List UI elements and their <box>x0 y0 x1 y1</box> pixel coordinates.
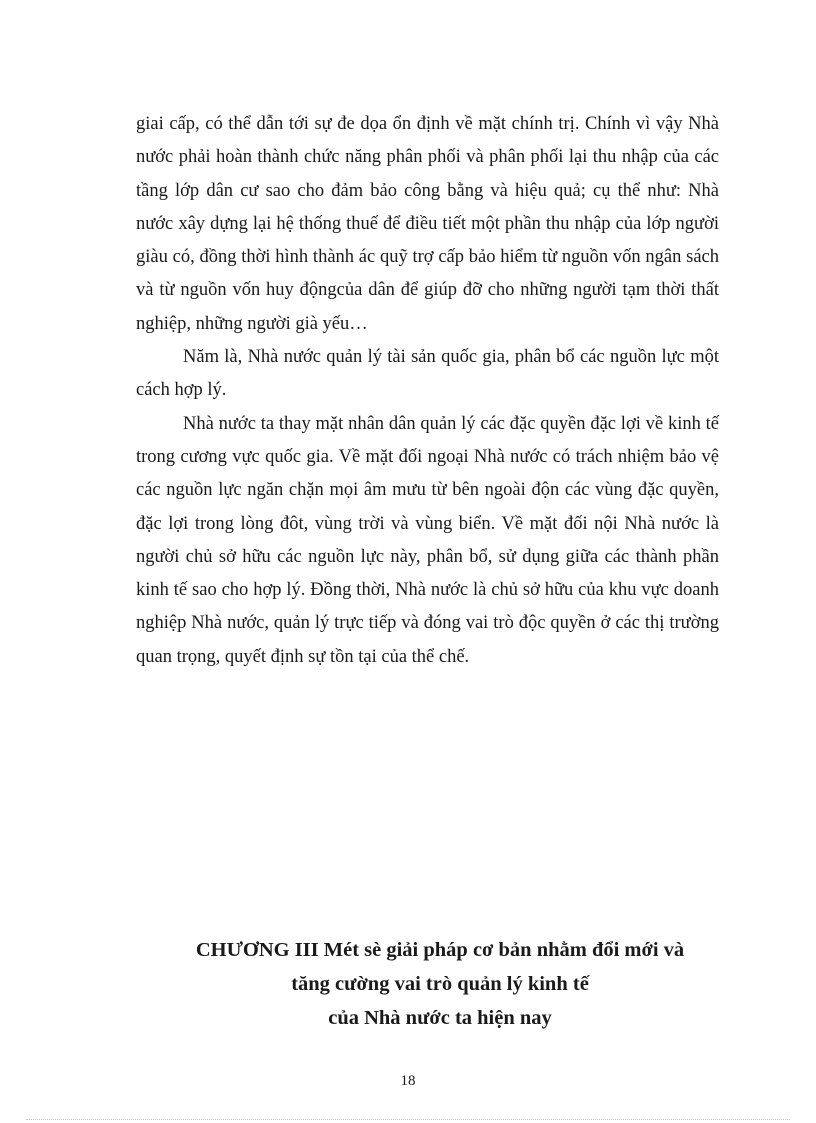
paragraph-state-resources: Nhà nước ta thay mặt nhân dân quản lý các đặc quyền đặc lợi về kinh tế trong cương vực quốc gia. Về mặt đối ngoại Nhà nước có trách nhiệm bảo vệ các nguồn lực ngăn chặn mọi âm mưu từ bên ngoài độn các vùng đặc quyền, đặc lợi trong lòng đôt, vùng trời và vùng biển. Về mặt đối nội Nhà nước là người chủ sở hữu các nguồn lực này, phân bổ, sử dụng giữa các thành phần kinh tế sao cho hợp lý. Đồng thời, Nhà nước là chủ sở hữu của khu vực doanh nghiệp Nhà nước, quản lý trực tiếp và đóng vai trò độc quyền ở các thị trường quan trọng, quyết định sự tồn tại của thể chế. <box>136 413 719 667</box>
page-number: 18 <box>400 1073 416 1089</box>
chapter-heading-line-3: của Nhà nước ta hiện nay <box>328 1007 552 1029</box>
paragraph-fifth-function: Năm là, Nhà nước quản lý tài sản quốc gia, phân bổ các nguồn lực một cách hợp lý. <box>136 347 719 401</box>
body-text <box>136 108 719 674</box>
chapter-heading <box>100 933 780 1035</box>
chapter-heading-line-1: CHƯƠNG III Mét sè giải pháp cơ bản nhằm đổi mới và <box>195 939 685 961</box>
paragraph-income-redistribution: giai cấp, có thể dẫn tới sự đe dọa ổn định về mặt chính trị. Chính vì vậy Nhà nước phải hoàn thành chức năng phân phối và phân phối lại thu nhập của các tầng lớp dân cư sao cho đảm bảo công bằng và hiệu quả; cụ thể như: Nhà nước xây dựng lại hệ thống thuế để điều tiết một phần thu nhập của lớp người giàu có, đồng thời hình thành ác quỹ trợ cấp bảo hiểm từ nguồn vốn ngân sách và từ nguồn vốn huy độngcủa dân để giúp đỡ cho những người tạm thời thất nghiệp, những người già yếu… <box>136 114 719 334</box>
chapter-heading-line-2: tăng cường vai trò quản lý kinh tế <box>291 973 589 995</box>
footer-divider <box>26 1119 790 1120</box>
